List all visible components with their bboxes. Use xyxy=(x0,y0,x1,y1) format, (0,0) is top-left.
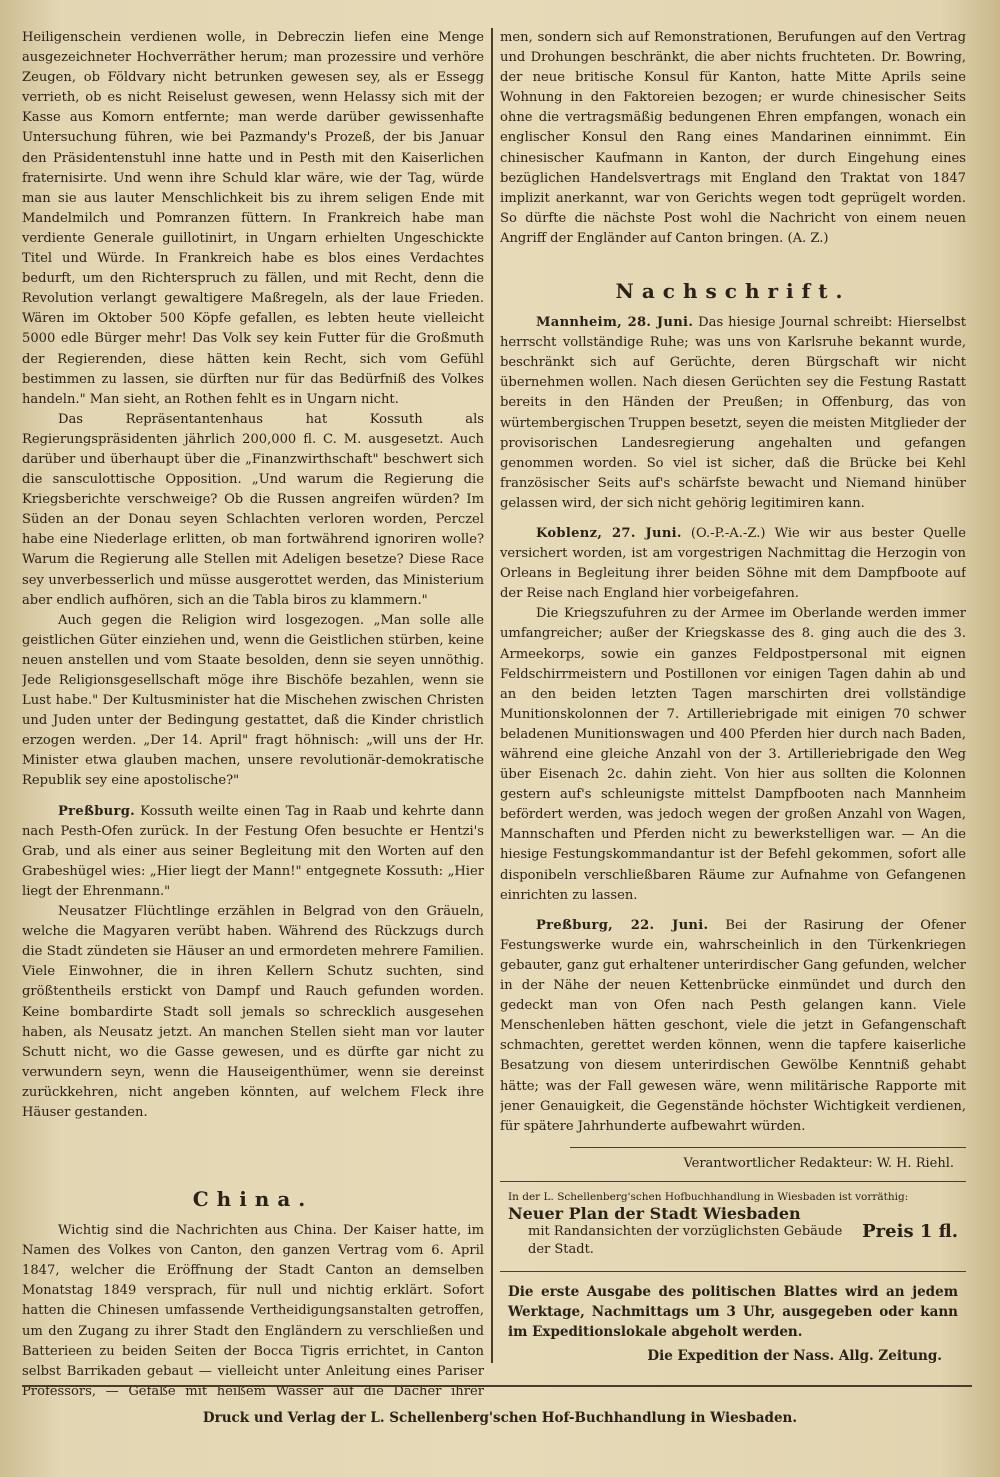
article-paragraph: men, sondern sich auf Remonstrationen, Berufungen auf den Vertrag und Drohungen beschränkt, die aber nichts fruchteten. Dr. Bowring, der neue britische Konsul für Kanton, hatte Mitte Aprils seine Wohnung in den Faktoreien bezogen; er wurde chinesischer Seits ohne die vertragsmäßig bedungenen Ehren empfangen, wonach ein englischer Konsul den Rang eines Mandarinen einnimmt. Ein chinesischer Kaufmann in Kanton, der durch Eingehung eines bezüglichen Handelsvertrags mit England den Traktat von 1847 implizit anerkannt, war von Gerichts wegen todt geprügelt worden. So dürfte die nächste Post wohl die Nachricht von einem neuen Angriff der Engländer auf Canton bringen. (A. Z.) xyxy=(500,30,966,246)
right-column xyxy=(500,28,966,1397)
column-divider xyxy=(491,28,493,1363)
footer-rule xyxy=(22,1385,972,1387)
advertisement xyxy=(508,1190,958,1259)
article-text: Kossuth weilte einen Tag in Raab und kehrte dann nach Pesth-Ofen zurück. In der Festung Ofen besuchte er Hentzi's Grab, und als einer aus seiner Begleitung mit den Worten auf den Grabeshügel wies: „Hier liegt der Mann!" entgegnete Kossuth: „Hier liegt der Ehrenmann." xyxy=(22,803,484,899)
article-paragraph: Heiligenschein verdienen wolle, in Debreczin liefen eine Menge ausgezeichneter Hochverräther herum; man prozessire und verhöre Zeugen, ob Földvary nicht betrunken gewesen sey, als er Essegg verrieth, ob es nicht Reiselust gewesen, wenn Helassy sich mit der Kasse aus Komorn entfernte; man werde darüber gewissenhafte Untersuchung führen, wie bei Pazmandy's Prozeß, der bis Januar den Präsidentenstuhl inne hatte und in Pesth mit den Kaiserlichen fraternisirte. Und wenn ihre Schuld klar wäre, wie der Tag, würde man sie aus lauter Menschlichkeit bis zu ihrem seligen Ende mit Mandelmilch und Pomranzen füttern. In Frankreich habe man verdiente Generale guillotinirt, in Ungarn erhielten Ungeschickte Titel und Würde. In Frankreich habe es blos eines Verdachtes bedurft, um den Richterspruch zu fällen, und mit Recht, denn die Revolution verlangt gewaltigere Maßregeln, als der laue Frieden. Wären im Oktober 500 Köpfe gefallen, es lebten heute vielleicht 5000 edle Bürger mehr! Das Volk sey kein Futter für die Großmuth der Regierenden, diese hätten kein Recht, sich vom Gefühl bestimmen zu lassen, sie dürften nur für das Bedürfniß des Volkes handeln." Man sieht, an Rothen fehlt es in Ungarn nicht. xyxy=(22,30,484,407)
article-paragraph xyxy=(500,524,966,604)
article-paragraph xyxy=(22,802,484,902)
article-paragraph: Wichtig sind die Nachrichten aus China. Der Kaiser hatte, im Namen des Volkes von Canton, den ganzen Vertrag vom 6. April 1847, welcher die Eröffnung der Stadt Canton an demselben Monatstag 1849 versprach, für null und nichtig erklärt. Sofort hatten die Chinesen umfassende Vertheidigungsanstalten getroffen, um den Zugang zu ihrer Stadt den Engländern zu verschließen und Batterieen zu beiden Seiten der Bocca Tigris errichtet, in Canton selbst Barrikaden gebaut — vielleicht unter Anleitung eines Pariser Professors, — Gefäße mit heißem Wasser auf die Dächer ihrer xyxy=(22,1223,484,1397)
notice-signature: Die Expedition der Nass. Allg. Zeitung. xyxy=(647,1347,942,1364)
ad-title: Neuer Plan der Stadt Wiesbaden xyxy=(508,1203,801,1223)
article-paragraph: Die Kriegszufuhren zu der Armee im Oberlande werden immer umfangreicher; außer der Kriegskasse des 8. ging auch die des 3. Armeekorps, sowie ein ganzes Feldpostpersonal mit eignen Feldschirrmeistern und Postillonen vor einigen Tagen dahin ab und an den beiden letzten Tagen marschirten drei vollständige Munitionskolonnen der 7. Artilleriebrigade mit einigen 70 schwer beladenen Munitionswagen und 400 Pferden hier durch nach Baden, während eine gleiche Anzahl von der 3. Artilleriebrigade den Weg über Eisenach 2c. dahin zieht. Von hier aus sollten die Kolonnen gestern auf's schleunigste mittelst Dampfbooten nach Mannheim befördert werden, was jedoch wegen der großen Anzahl von Wagen, Mannschaften und Pferden nicht zu bewerkstelligen war. — An die hiesige Festungskommandantur ist der Befehl gekommen, sofort alle disponibeln verschließbaren Räume zur Aufnahme von Gefangenen einrichten zu lassen. xyxy=(500,606,966,903)
left-column xyxy=(22,28,484,1397)
dateline-place: Preßburg. xyxy=(58,803,136,819)
article-text: Das hiesige Journal schreibt: Hierselbst herrscht vollständige Ruhe; was uns von Karlsruhe bekannt wurde, beschränkt sich auf Gerüchte, deren Bürgschaft wir nicht übernehmen wollen. Nach diesen Gerüchten sey die Festung Rastatt bereits in den Händen der Preußen; in Offenburg, das von würtembergischen Truppen besetzt, seyen die meisten Mitglieder der provisorischen Landesregierung angehalten und gefangen genommen worden. So viel ist sicher, daß die Brücke bei Kehl französischer Seits auf's schärfste bewacht und Niemand hinüber gelassen wird, der sich nicht gehörig legitimiren kann. xyxy=(500,315,966,511)
editor-line: Verantwortlicher Redakteur: W. H. Riehl. xyxy=(683,1155,954,1171)
publication-notice: Die erste Ausgabe des politischen Blattes wird an jedem Werktage, Nachmittags um 3 Uhr, ausgegeben oder kann im Expeditionslokale abgeholt werden. xyxy=(508,1283,958,1340)
section-heading-nachschrift: Nachschrift. xyxy=(615,279,851,304)
article-paragraph: Neusatzer Flüchtlinge erzählen in Belgrad von den Gräueln, welche die Magyaren verübt haben. Während des Rückzugs durch die Stadt zündeten sie Häuser an und ermordeten mehrere Familien. Viele Einwohner, die in ihren Kellern Schutz suchten, sind größtentheils erstickt von Dampf und Rauch gefunden worden. Keine bombardirte Stadt soll jemals so schrecklich ausgesehen haben, als Neusatz jetzt. An manchen Stellen sieht man vor lauter Schutt nicht, wo die Gasse gewesen, und es dürfte gar nicht zu verwundern seyn, wenn die Hauseigenthümer, wenn sie dereinst zurückkehren, nicht angeben könnten, auf welchem Fleck ihre Häuser gestanden. xyxy=(22,904,484,1120)
article-text: Bei der Rasirung der Ofener Festungswerke wurde ein, wahrscheinlich in den Türkenkriegen gebauter, ganz gut erhaltener unterirdischer Gang gefunden, welcher in der Nähe der neuen Kettenbrücke einmündet und durch den gedeckt man von Ofen nach Pesth gelangen kann. Viele Menschenleben hätten geschont, viele die jetzt in Gefangenschaft schmachten, gerettet werden können, wenn die tapfere kaiserliche Besatzung von diesem unterirdischen Gewölbe Kenntniß gehabt hätte; was der Fall gewesen wäre, wenn militärische Rapporte mit jener Genauigkeit, die Gegenstände höchster Wichtigkeit verdienen, für spätere Jahrhunderte aufbewahrt würden. xyxy=(500,917,966,1134)
section-heading-china: China. xyxy=(192,1187,314,1212)
imprint-line: Druck und Verlag der L. Schellenberg'schen Hof-Buchhandlung in Wiesbaden. xyxy=(202,1410,798,1426)
dateline-place: Mannheim, 28. Juni. xyxy=(536,315,694,331)
article-text: (O.-P.-A.-Z.) Wie wir aus bester Quelle versichert worden, ist am vorgestrigen Nachmittag die Herzogin von Orleans in Begleitung ihrer beiden Söhne mit dem Dampfboote auf der Reise nach England hier vorbeigefahren. xyxy=(500,525,966,602)
article-paragraph: Auch gegen die Religion wird losgezogen. „Man solle alle geistlichen Güter einziehen und, wenn die Geistlichen stürben, keine neuen anstellen und vom Staate besolden, denn sie seyen unnöthig. Jede Religionsgesellschaft möge ihre Bischöfe bezahlen, wenn sie Lust habe." Der Kultusminister hat die Mischehen zwischen Christen und Juden unter der Bedingung gestattet, daß die Kinder christlich erzogen werden. „Der 14. April" fragt höhnisch: „will uns der Hr. Minister etwa glauben machen, unsere revolutionär-demokratische Republik sey eine apostolische?" xyxy=(22,612,484,789)
dateline-place: Koblenz, 27. Juni. xyxy=(536,525,682,541)
ad-text: Preis 1 fl. mit Randansichten der vorzüglichsten Gebäude der Stadt. xyxy=(528,1220,958,1257)
dateline-place: Preßburg, 22. Juni. xyxy=(536,917,709,933)
article-paragraph xyxy=(500,313,966,514)
article-paragraph: Das Repräsentantenhaus hat Kossuth als Regierungspräsidenten jährlich 200,000 fl. C. M. ausgesetzt. Auch darüber und überhaupt über die „Finanzwirthschaft" beschwert sich die sansculottische Opposition. „Und warum die Regierung die Kriegsberichte verschweige? Ob die Russen angreifen würden? Im Süden an der Donau seyen Schlachten verloren worden, Perczel habe eine Niederlage erlitten, ob man fortwährend ignoriren wolle? Warum die Regierung alle Stellen mit Adeligen besetze? Diese Race sey unverbesserlich und müsse ausgerottet werden, das Ministerium aber endlich aufhören, sich an die Tabla biros zu klammern." xyxy=(22,411,484,608)
ad-intro: In der L. Schellenberg'schen Hofbuchhandlung in Wiesbaden ist vorräthig: xyxy=(508,1190,909,1203)
article-paragraph xyxy=(500,916,966,1137)
ad-price: Preis 1 fl. xyxy=(862,1220,958,1242)
